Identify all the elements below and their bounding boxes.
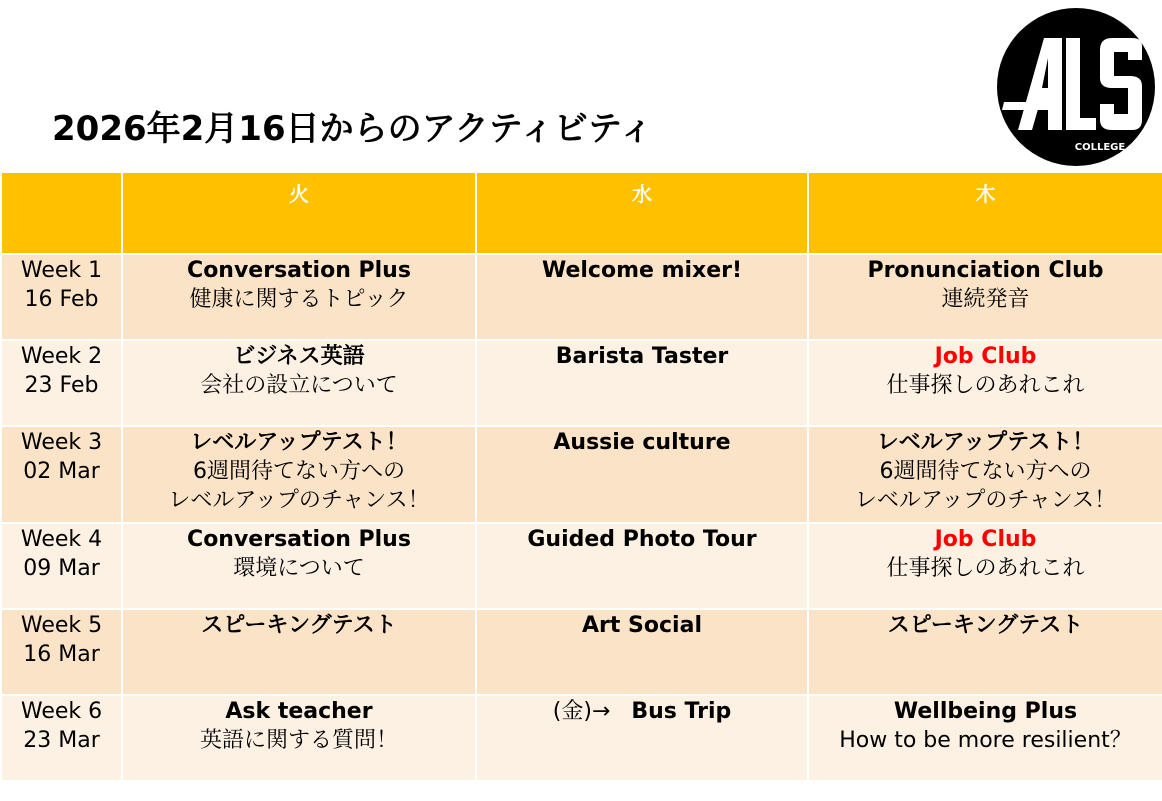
header-thursday: 木 bbox=[808, 172, 1162, 254]
tuesday-cell bbox=[122, 609, 476, 695]
tuesday-cell bbox=[122, 340, 476, 426]
activity-title: ビジネス英語 bbox=[233, 344, 365, 369]
activity-detail: 仕事探しのあれこれ bbox=[886, 556, 1085, 581]
activity-title: Welcome mixer! bbox=[541, 258, 743, 283]
week-date: 23 Feb bbox=[24, 373, 99, 398]
activity-detail: 連続発音 bbox=[941, 287, 1030, 312]
week-date: 16 Mar bbox=[23, 642, 100, 667]
week-cell bbox=[1, 523, 122, 609]
week-date: 09 Mar bbox=[23, 556, 100, 581]
week-date: 23 Mar bbox=[23, 728, 100, 753]
table-row bbox=[1, 254, 1162, 340]
week-label: Week 6 bbox=[20, 699, 103, 724]
activity-detail: 6週間待てない方への bbox=[879, 459, 1092, 484]
week-label: Week 1 bbox=[20, 258, 103, 283]
friday-prefix: (金)→ bbox=[552, 699, 611, 724]
tuesday-cell bbox=[122, 254, 476, 340]
week-cell bbox=[1, 609, 122, 695]
schedule-table bbox=[0, 171, 1162, 782]
activity-detail: How to be more resilient？ bbox=[839, 728, 1132, 753]
week-cell bbox=[1, 254, 122, 340]
table-row bbox=[1, 340, 1162, 426]
activity-title: レベルアップテスト！ bbox=[876, 430, 1095, 455]
week-cell bbox=[1, 695, 122, 781]
activity-detail: 環境について bbox=[233, 556, 365, 581]
activity-title: Pronunciation Club bbox=[867, 258, 1104, 283]
thursday-cell bbox=[808, 523, 1162, 609]
week-cell bbox=[1, 340, 122, 426]
thursday-cell bbox=[808, 254, 1162, 340]
activity-title: Ask teacher bbox=[225, 699, 373, 724]
activity-title: Aussie culture bbox=[553, 430, 731, 455]
thursday-cell bbox=[808, 340, 1162, 426]
wednesday-cell bbox=[476, 609, 808, 695]
week-cell bbox=[1, 426, 122, 523]
activity-title: Barista Taster bbox=[555, 344, 729, 369]
activity-detail: 英語に関する質問！ bbox=[199, 728, 398, 753]
header-tuesday: 火 bbox=[122, 172, 476, 254]
thursday-cell bbox=[808, 609, 1162, 695]
activity-title: Bus Trip bbox=[631, 699, 732, 724]
activity-title: Conversation Plus bbox=[187, 527, 411, 552]
week-label: Week 5 bbox=[20, 613, 103, 638]
thursday-cell bbox=[808, 695, 1162, 781]
logo-subtext: COLLEGE bbox=[1074, 142, 1126, 153]
tuesday-cell bbox=[122, 695, 476, 781]
activity-title: レベルアップテスト！ bbox=[190, 430, 408, 455]
activity-detail: 仕事探しのあれこれ bbox=[886, 373, 1085, 398]
week-label: Week 3 bbox=[20, 430, 103, 455]
thursday-cell bbox=[808, 426, 1162, 523]
week-label: Week 4 bbox=[20, 527, 103, 552]
activity-title: Conversation Plus bbox=[187, 258, 411, 283]
activity-detail: レベルアップのチャンス！ bbox=[168, 488, 430, 513]
activity-detail: レベルアップのチャンス！ bbox=[854, 488, 1117, 513]
activity-title-highlight: Job Club bbox=[934, 527, 1037, 552]
wednesday-cell bbox=[476, 695, 808, 781]
header-blank bbox=[1, 172, 122, 254]
tuesday-cell bbox=[122, 523, 476, 609]
header-wednesday: 水 bbox=[476, 172, 808, 254]
table-row bbox=[1, 426, 1162, 523]
wednesday-cell bbox=[476, 523, 808, 609]
week-label: Week 2 bbox=[20, 344, 103, 369]
page-title: 2026年2月16日からのアクティビティ bbox=[52, 109, 654, 149]
week-date: 16 Feb bbox=[24, 287, 99, 312]
tuesday-cell bbox=[122, 426, 476, 523]
activity-detail: 健康に関するトピック bbox=[189, 287, 409, 312]
week-date: 02 Mar bbox=[23, 459, 100, 484]
header-row bbox=[1, 172, 1162, 254]
activity-title: Art Social bbox=[582, 613, 702, 638]
als-college-logo bbox=[996, 2, 1156, 172]
activity-detail: 6週間待てない方への bbox=[193, 459, 405, 484]
table-row bbox=[1, 609, 1162, 695]
activity-title: Guided Photo Tour bbox=[527, 527, 757, 552]
table-row bbox=[1, 695, 1162, 781]
activity-title: スピーキングテスト bbox=[887, 613, 1084, 638]
activity-title: スピーキングテスト bbox=[201, 613, 397, 638]
activity-title-highlight: Job Club bbox=[934, 344, 1037, 369]
table-row bbox=[1, 523, 1162, 609]
wednesday-cell bbox=[476, 426, 808, 523]
activity-detail: 会社の設立について bbox=[200, 373, 398, 398]
activity-line bbox=[477, 697, 807, 726]
wednesday-cell bbox=[476, 254, 808, 340]
activity-title: Wellbeing Plus bbox=[893, 699, 1078, 724]
wednesday-cell bbox=[476, 340, 808, 426]
